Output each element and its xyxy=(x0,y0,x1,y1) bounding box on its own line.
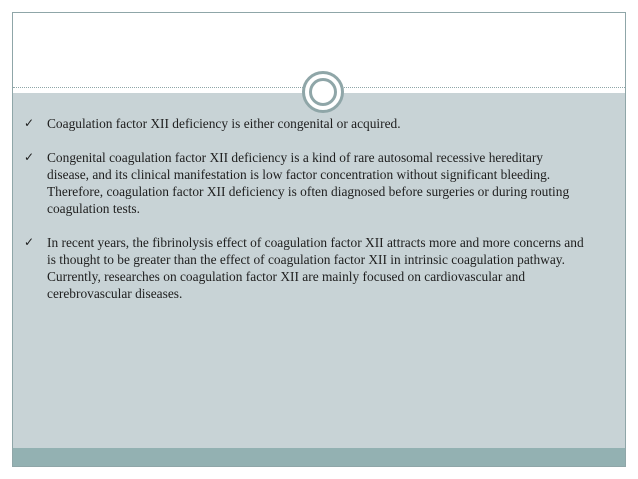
bullet-text: In recent years, the fibrinolysis effect of coagulation factor XII attracts more and more concerns and is thought to be greater than the effect of coagulation factor XII in intrinsic coagulation pathway. Currently, researches on coagulation factor XII are mainly focused on cardiovascular and cerebrovascular diseases. xyxy=(47,235,584,301)
bullet-list xyxy=(24,115,584,319)
checkmark-icon: ✓ xyxy=(24,235,35,249)
footer-band xyxy=(13,448,625,466)
circle-ornament-icon xyxy=(302,71,344,113)
bullet-text: Coagulation factor XII deficiency is either congenital or acquired. xyxy=(47,116,401,131)
bullet-item xyxy=(24,149,584,217)
bullet-item xyxy=(24,234,584,302)
checkmark-icon: ✓ xyxy=(24,150,35,164)
bullet-item xyxy=(24,115,584,132)
circle-ornament-inner xyxy=(309,78,337,106)
checkmark-icon: ✓ xyxy=(24,116,35,130)
bullet-text: Congenital coagulation factor XII deficiency is a kind of rare autosomal recessive hereditary disease, and its clinical manifestation is low factor concentration without significant bleeding. Therefore, coagulation factor XII deficiency is often diagnosed before surgeries or during routing coagulation tests. xyxy=(47,150,570,216)
